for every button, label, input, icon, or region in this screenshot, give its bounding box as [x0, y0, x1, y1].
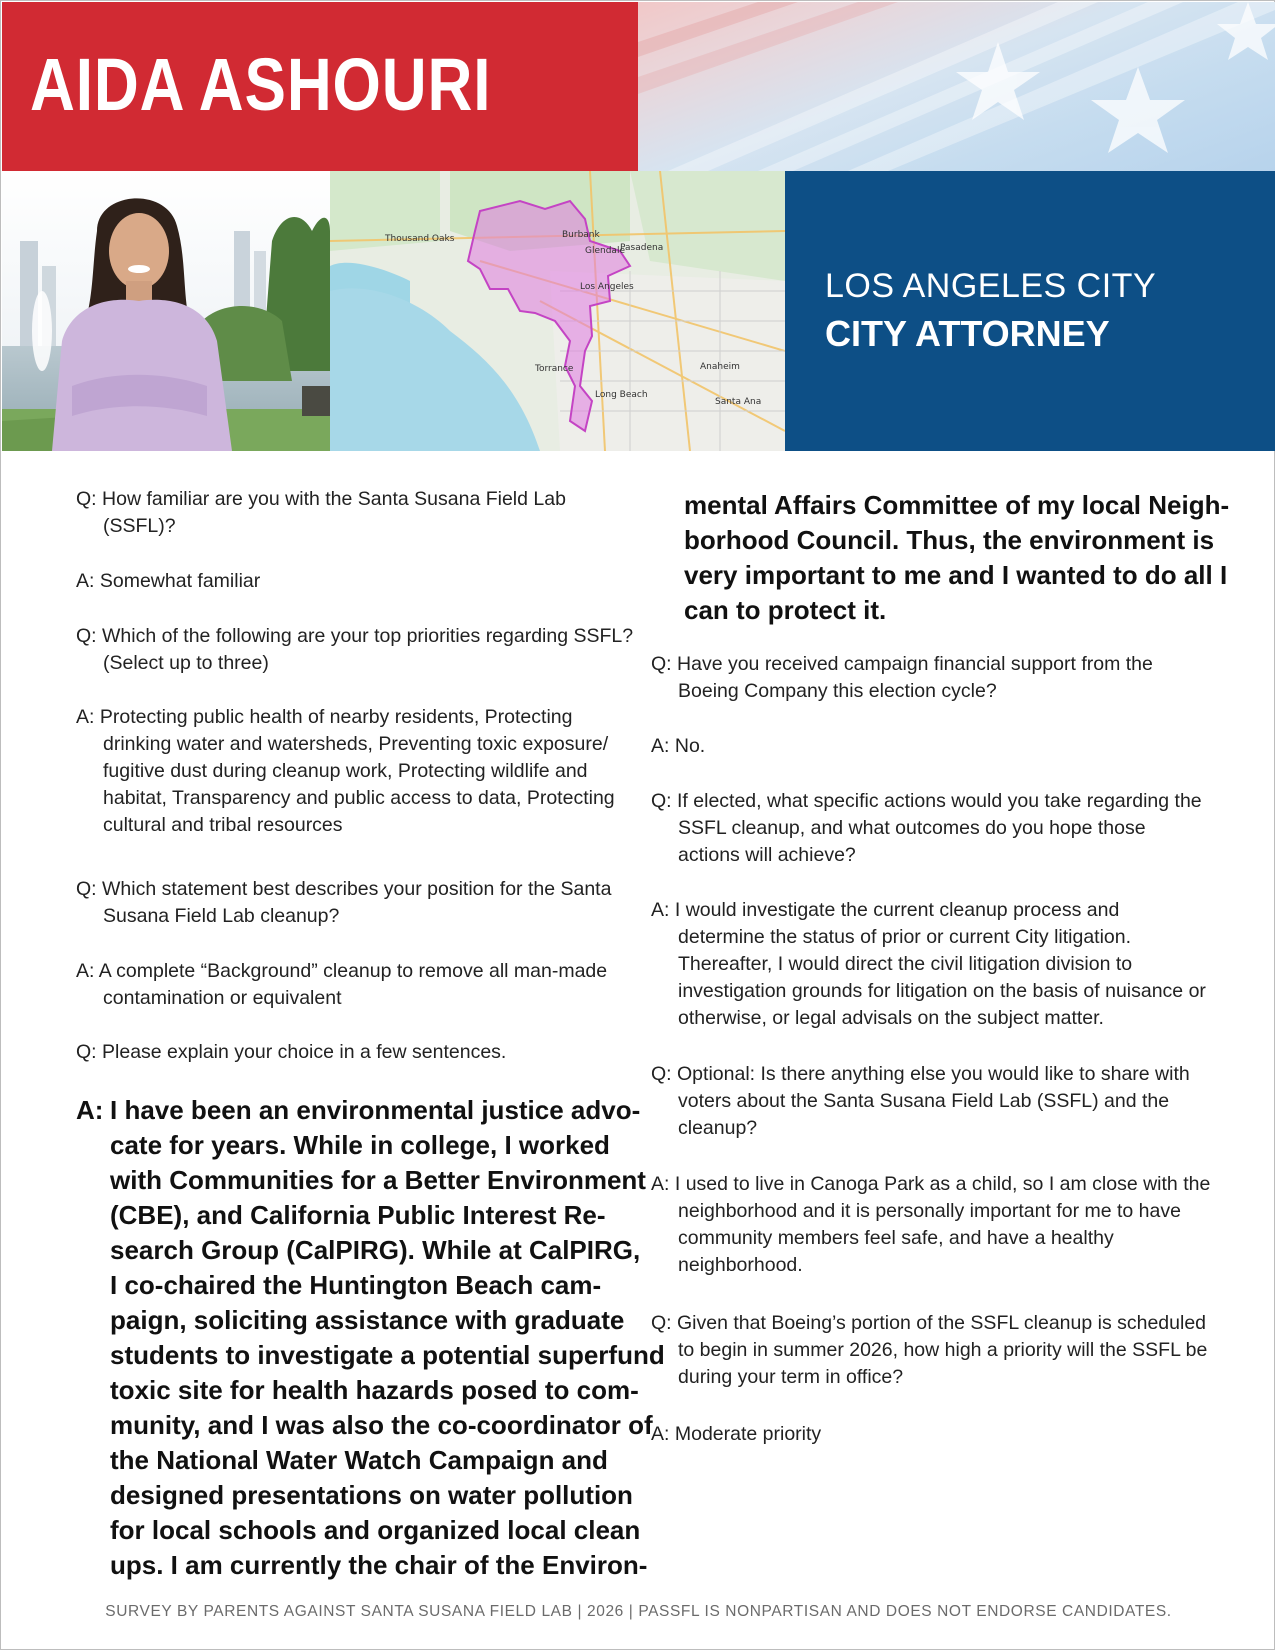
map-label-torrance: Torrance [535, 364, 574, 374]
qa-text: Have you received campaign financial support from the Boeing Company this election cycle? [677, 653, 1153, 702]
qa-prefix: A: [651, 1423, 670, 1445]
map-label-pasadena: Pasadena [620, 243, 664, 253]
answer [76, 958, 636, 1012]
qa-prefix: A: [651, 1173, 670, 1195]
answer [651, 1171, 1211, 1279]
map-label-anaheim: Anaheim [700, 362, 740, 372]
question [651, 788, 1211, 869]
long-answer-line: with Communities for a Better Environment [110, 1165, 646, 1195]
question [651, 651, 1211, 705]
footer-disclaimer: SURVEY BY PARENTS AGAINST SANTA SUSANA FIELD LAB | 2026 | PASSFL IS NONPARTISAN AND DOES NOT ENDORSE CANDIDATES. [105, 1603, 1172, 1620]
qa-text: Which statement best describes your position for the Santa Susana Field Lab cleanup? [102, 878, 612, 927]
long-answer-part-2 [684, 488, 1230, 628]
qa-text: How familiar are you with the Santa Susana Field Lab (SSFL)? [102, 488, 566, 537]
long-answer-line: search Group (CalPIRG). While at CalPIRG, [110, 1235, 641, 1265]
qa-prefix: A: [76, 960, 95, 982]
long-answer-line: I have been an environmental justice advo- [110, 1095, 641, 1125]
qa-prefix: Q: [651, 653, 672, 675]
qa-text: I would investigate the current cleanup process and determine the status of prior or current City litigation. Thereafter, I would direct the civil litigation division to investigation grounds for litigation on the basis of nuisance or otherwise, or legal advisals on the subject matter. [674, 899, 1206, 1029]
qa-prefix: A: [76, 570, 95, 592]
map-label-burbank: Burbank [562, 230, 600, 240]
answer [651, 1421, 1211, 1448]
question [76, 623, 636, 677]
name-banner [2, 2, 638, 171]
long-answer-line: (CBE), and California Public Interest Re- [110, 1200, 606, 1230]
question [76, 486, 636, 540]
long-answer-prefix: A: [76, 1095, 104, 1125]
qa-text: Which of the following are your top priorities regarding SSFL? (Select up to three) [102, 625, 634, 674]
answer [651, 897, 1211, 1032]
answer [651, 733, 1211, 760]
qa-text: If elected, what specific actions would you take regarding the SSFL cleanup, and what outcomes do you hope those actions will achieve? [677, 790, 1202, 866]
district-map [330, 171, 785, 451]
map-label-thousand-oaks: Thousand Oaks [385, 234, 455, 244]
qa-text: Please explain your choice in a few sentences. [102, 1041, 507, 1063]
candidate-name: AIDA ASHOURI [30, 43, 492, 126]
long-answer-line: for local schools and organized local clean [110, 1515, 641, 1545]
answer [76, 568, 636, 595]
qa-text: Optional: Is there anything else you would like to share with voters about the Santa Susana Field Lab (SSFL) and the cleanup? [677, 1063, 1190, 1139]
long-answer-part-1 [76, 1093, 665, 1583]
long-answer-line: students to investigate a potential superfund [110, 1340, 665, 1370]
long-answer-line: mental Affairs Committee of my local Neigh- [684, 490, 1230, 520]
qa-prefix: Q: [651, 1063, 672, 1085]
long-answer-line: ups. I am currently the chair of the Environ- [110, 1550, 648, 1580]
office-jurisdiction: LOS ANGELES CITY [825, 267, 1157, 305]
flag-stripes-graphic [638, 2, 1275, 171]
question [76, 876, 636, 930]
qa-prefix: Q: [651, 1312, 672, 1334]
long-answer-line: very important to me and I wanted to do all I [684, 560, 1228, 590]
qa-text: A complete “Background” cleanup to remove all man-made contamination or equivalent [98, 960, 608, 1009]
long-answer-line: can to protect it. [684, 595, 887, 625]
office-title: CITY ATTORNEY [825, 313, 1110, 354]
qa-prefix: A: [651, 899, 670, 921]
qa-prefix: Q: [76, 878, 97, 900]
flag-banner [638, 2, 1275, 171]
qa-prefix: A: [76, 706, 95, 728]
map-label-glendale: Glendale [585, 246, 625, 256]
qa-prefix: Q: [651, 790, 672, 812]
long-answer-line: borhood Council. Thus, the environment is [684, 525, 1215, 555]
long-answer-line: cate for years. While in college, I worked [110, 1130, 610, 1160]
qa-text: I used to live in Canoga Park as a child, so I am close with the neighborhood and it is personally important for me to have community members feel safe, and have a healthy neighborhood. [674, 1173, 1211, 1276]
answer [76, 704, 636, 839]
map-label-santa-ana: Santa Ana [715, 397, 762, 407]
qa-text: Somewhat familiar [99, 570, 261, 592]
map-label-los-angeles: Los Angeles [580, 282, 634, 292]
long-answer-line: I co-chaired the Huntington Beach cam- [110, 1270, 602, 1300]
office-banner [785, 171, 1275, 451]
candidate-photo [2, 171, 330, 451]
qa-prefix: Q: [76, 488, 97, 510]
question [651, 1310, 1211, 1391]
qa-text: Protecting public health of nearby residents, Protecting drinking water and watersheds, Preventing toxic exposure/ fugitive dust during cleanup work, Protecting wildlife and habitat, Transparency and public access to data, Protecting cultural and tribal resources [99, 706, 615, 836]
question [76, 1039, 636, 1066]
qa-text: Given that Boeing’s portion of the SSFL cleanup is scheduled to begin in summer 2026, how high a priority will the SSFL be during your term in office? [677, 1312, 1208, 1388]
qa-text: Moderate priority [674, 1423, 822, 1445]
long-answer-line: munity, and I was also the co-coordinator of [110, 1410, 653, 1440]
qa-prefix: A: [651, 735, 670, 757]
qa-prefix: Q: [76, 625, 97, 647]
qa-text: No. [674, 735, 706, 757]
long-answer-line: paign, soliciting assistance with graduate [110, 1305, 625, 1335]
question [651, 1061, 1211, 1142]
qa-prefix: Q: [76, 1041, 97, 1063]
long-answer-line: the National Water Watch Campaign and [110, 1445, 608, 1475]
long-answer-line: toxic site for health hazards posed to com- [110, 1375, 639, 1405]
long-answer-line: designed presentations on water pollution [110, 1480, 633, 1510]
map-label-long-beach: Long Beach [595, 390, 648, 400]
